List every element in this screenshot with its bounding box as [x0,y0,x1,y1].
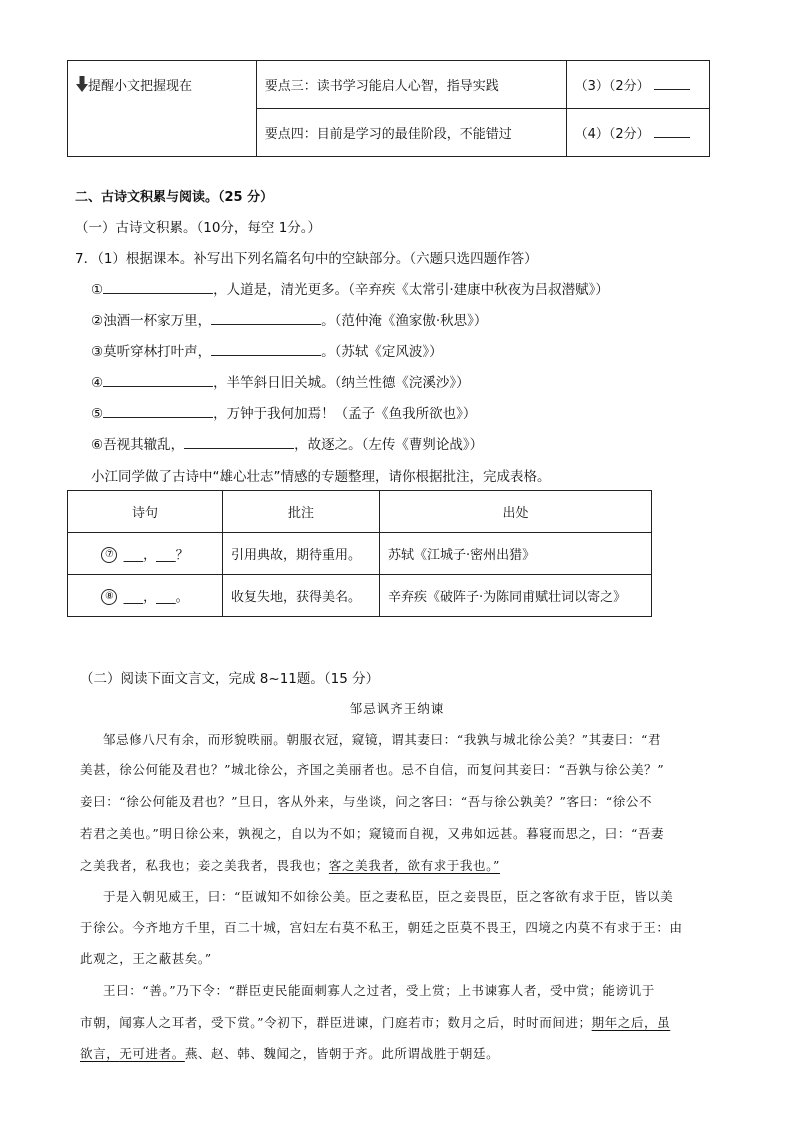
item-text: 莫听穿林打叶声， [103,344,212,360]
passage-line: 王曰：“善。”乃下令：“群臣吏民能面刺寡人之过者，受上赏；上书谏寡人者，受中赏；能谤讥于 [103,983,655,998]
poem-table-cell-source: 辛弃疾《破阵子·为陈同甫赋壮词以寄之》 [380,575,652,617]
passage-line: 若君之美也。”明日徐公来，孰视之，自以为不如；窥镜而自视，又弗如远甚。暮寝而思之，曰：“吾妻 [80,826,665,841]
item-text: ，故逐之。（左传《曹刿论战》） [294,437,484,453]
poem-table-cell-verse [68,575,223,617]
item-number: ④ [91,375,104,391]
item-text: ，万钟于我何加焉！（孟子《鱼我所欲也》） [213,406,477,422]
poem-table-cell-source: 苏轼《江城子·密州出猎》 [380,533,652,575]
answer-blank[interactable] [103,280,213,294]
passage-line: 邹忌修八尺有余，而形貌昳丽。朝服衣冠，窥镜，谓其妻曰：“我孰与城北徐公美？”其妻曰：“君 [103,732,662,747]
poem-table-header: 批注 [223,491,380,533]
item-text: 吾视其辙乱， [103,437,185,453]
item-number: ③ [91,344,104,360]
item-number: ⑤ [91,406,104,422]
item-text: 。（范仲淹《渔家傲·秋思》） [321,313,488,329]
underlined-sentence: 期年之后，虽 [591,1015,671,1030]
item-number: ⑧ [101,589,117,605]
passage-line [80,1013,670,1031]
passage-text: 之美我者，私我也；妾之美我者，畏我也； [80,858,329,873]
answer-blank[interactable] [184,435,294,449]
top-table-point-4: 要点四：目前是学习的最佳阶段，不能错过 [256,109,566,157]
passage-line: 于是入朝见威王，曰：“臣诚知不如徐公美。臣之妻私臣，臣之妾畏臣，臣之客欲有求于臣，皆以美 [103,889,674,904]
passage-text: 市朝，闻寡人之耳者，受下赏。”令初下，群臣进谏，门庭若市；数月之后，时时而间进； [80,1015,592,1030]
arrow-down-icon [76,76,88,92]
passage-line: 此观之，王之蔽甚矣。” [80,951,212,966]
fill-item-6 [91,433,483,453]
poem-table-cell-note: 引用典故，期待重用。 [223,533,380,575]
top-table-score-3 [566,61,709,109]
poem-table-header: 出处 [380,491,652,533]
subsection-heading-2: （二）阅读下面文言文，完成 8~11题。（15 分） [80,671,380,687]
top-table-score-4 [566,109,709,157]
question-7-title: 7．（1）根据课本。补写出下列名篇名句中的空缺部分。（六题只选四题作答） [75,251,538,267]
fill-item-4 [91,371,470,391]
section-heading: 二、古诗文积累与阅读。（25 分） [75,190,274,205]
item-text: 浊酒一杯家万里， [103,313,212,329]
fill-item-2 [91,309,487,329]
item-number: ② [91,313,104,329]
answer-blank[interactable] [211,311,321,325]
top-table-left-label: 提醒小文把握现在 [88,79,193,94]
passage-text: 燕、赵、韩、魏闻之，皆朝于齐。此所谓战胜于朝廷。 [184,1046,500,1061]
underlined-sentence: 欲言， [80,1046,120,1061]
table-intro: 小江同学做了古诗中“雄心壮志”情感的专题整理，请你根据批注，完成表格。 [91,469,551,485]
passage-line: 于徐公。今齐地方千里，百二十城，宫妇左右莫不私王，朝廷之臣莫不畏王，四境之内莫不有求于王：由 [80,920,683,935]
answer-blank[interactable] [211,342,321,356]
top-table-left-cell [68,61,257,157]
passage-line [80,1044,499,1062]
score-label: （4）（2分） [574,127,650,142]
top-table-point-3: 要点三：读书学习能启人心智，指导实践 [256,61,566,109]
answer-blank[interactable] [103,373,213,387]
passage-title: 邹忌讽齐王纳谏 [349,701,445,716]
poem-table [67,490,652,617]
passage-line: 美甚，徐公何能及君也？”城北徐公，齐国之美丽者也。忌不自信，而复问其妾曰：“吾孰与徐公美？” [80,762,665,777]
fill-item-1 [91,278,609,298]
item-number: ⑥ [91,437,104,453]
fill-item-5 [91,402,476,422]
passage-line [80,856,500,874]
item-text: 。（苏轼《定风波》） [321,344,443,360]
fill-item-3 [91,340,443,360]
item-text: ，半竿斜日旧关城。（纳兰性德《浣溪沙》） [213,375,470,391]
underlined-sentence: 客之美我者，欲有求于我也。” [328,858,500,873]
item-text: ，人道是，清光更多。（辛弃疾《太常引·建康中秋夜为吕叔潜赋》） [213,282,609,298]
underlined-sentence: 无可进者。 [119,1046,185,1061]
poem-table-cell-note: 收复失地，获得美名。 [223,575,380,617]
score-label: （3）（2分） [574,79,650,94]
answer-blank[interactable] [654,124,690,138]
passage-line: 妾曰：“徐公何能及君也？”旦日，客从外来，与坐谈，问之客曰：“吾与徐公孰美？”客曰：“徐公不 [80,794,653,809]
item-number: ⑦ [101,547,117,563]
item-number: ① [91,282,104,298]
poem-table-cell-verse [68,533,223,575]
answer-blank[interactable] [103,404,213,418]
verse-blanks[interactable]: ___，___？ [123,547,189,563]
subsection-heading-1: （一）古诗文积累。（10分，每空 1分。） [75,220,322,236]
top-table [67,60,710,157]
verse-blanks[interactable]: ___，___。 [123,589,189,605]
poem-table-header: 诗句 [68,491,223,533]
answer-blank[interactable] [654,76,690,90]
